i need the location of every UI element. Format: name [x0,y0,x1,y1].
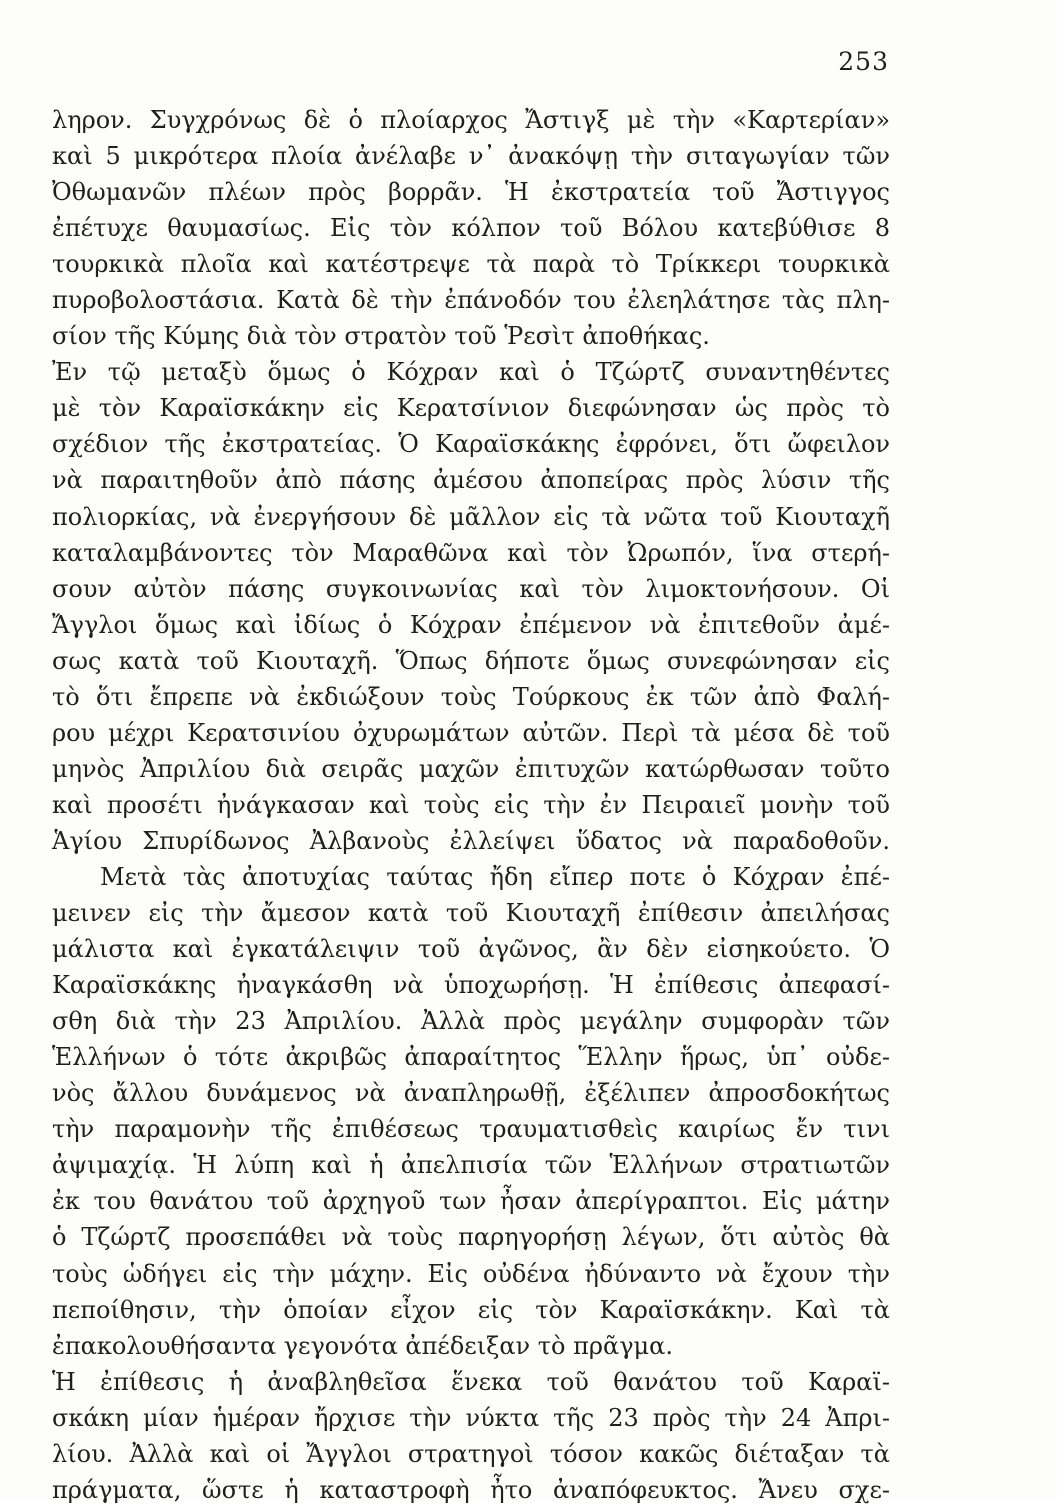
text-line: τὸ ὅτι ἔπρεπε νὰ ἐκδιώξουν τοὺς Τούρκους ἐκ τῶν ἀπὸ Φαλή- [52,682,890,711]
text-line: ληρον. Συγχρόνως δὲ ὁ πλοίαρχος Ἄστιγξ μὲ τὴν «Καρτερίαν» [52,106,890,134]
text-line: Ἑλλήνων ὁ τότε ἀκριβῶς ἀπαραίτητος Ἕλλην ἥρως, ὑπ᾽ οὐδε- [52,1043,890,1072]
text-line: ἐπακολουθήσαντα γεγονότα ἀπέδειξαν τὸ πρᾶγμα. [52,1331,673,1360]
text-line: ρου μέχρι Κερατσινίου ὀχυρωμάτων αὐτῶν. Περὶ τὰ μέσα δὲ τοῦ [52,718,890,747]
text-line: σθη διὰ τὴν 23 Ἀπριλίου. Ἀλλὰ πρὸς μεγάλην συμφορὰν τῶν [52,1007,890,1036]
text-line: νὰ παραιτηθοῦν ἀπὸ πάσης ἀμέσου ἀποπείρας πρὸς λύσιν τῆς [52,466,890,495]
text-line: λίου. Ἀλλὰ καὶ οἱ Ἄγγλοι στρατηγοὶ τόσον κακῶς διέταξαν τὰ [52,1439,890,1468]
text-line: Ἡ ἐπίθεσις ἡ ἀναβληθεῖσα ἕνεκα τοῦ θανάτου τοῦ Καραϊ- [52,1367,890,1396]
text-line: Καραϊσκάκης ἠναγκάσθη νὰ ὑποχωρήσῃ. Ἡ ἐπίθεσις ἀπεφασί- [52,971,890,1000]
text-line: μὲ τὸν Καραϊσκάκην εἰς Κερατσίνιον διεφώνησαν ὡς πρὸς τὸ [52,394,890,423]
text-line: Ἁγίου Σπυρίδωνος Ἀλβανοὺς ἐλλείψει ὕδατος νὰ παραδοθοῦν. [52,826,890,855]
text-line: πυροβολοστάσια. Κατὰ δὲ τὴν ἐπάνοδόν του ἐλεηλάτησε τὰς πλη- [52,286,890,315]
text-line: Μετὰ τὰς ἀποτυχίας ταύτας ἤδη εἴπερ ποτε ὁ Κόχραν ἐπέ- [100,862,890,891]
body-text [52,102,890,1508]
text-line: Ἄγγλοι ὅμως καὶ ἰδίως ὁ Κόχραν ἐπέμενον νὰ ἐπιτεθοῦν ἀμέ- [52,610,890,639]
text-line: Ὀθωμανῶν πλέων πρὸς βορρᾶν. Ἡ ἐκστρατεία τοῦ Ἄστιγγος [52,178,890,207]
text-line: σως κατὰ τοῦ Κιουταχῆ. Ὅπως δήποτε ὅμως συνεφώνησαν εἰς [52,646,890,675]
text-line: σκάκη μίαν ἡμέραν ἤρχισε τὴν νύκτα τῆς 23 πρὸς τὴν 24 Ἀπρι- [52,1403,890,1432]
text-line: τὴν παραμονὴν τῆς ἐπιθέσεως τραυματισθεὶς καιρίως ἔν τινι [52,1115,890,1144]
text-line: τοὺς ὡδήγει εἰς τὴν μάχην. Εἰς οὐδένα ἠδύναντο νὰ ἔχουν τὴν [52,1259,890,1288]
text-line: μεινεν εἰς τὴν ἄμεσον κατὰ τοῦ Κιουταχῆ ἐπίθεσιν ἀπειλήσας [52,899,890,928]
text-line: καταλαμβάνοντες τὸν Μαραθῶνα καὶ τὸν Ὠρωπόν, ἵνα στερή- [52,538,890,567]
text-line: σουν αὐτὸν πάσης συγκοινωνίας καὶ τὸν λιμοκτονήσουν. Οἱ [52,574,890,603]
page-number: 253 [838,47,889,76]
text-line: καὶ προσέτι ἠνάγκασαν καὶ τοὺς εἰς τὴν ἐν Πειραιεῖ μονὴν τοῦ [52,790,890,819]
text-line: μάλιστα καὶ ἐγκατάλειψιν τοῦ ἀγῶνος, ἂν δὲν εἰσηκούετο. Ὁ [52,935,890,964]
text-line: τουρκικὰ πλοῖα καὶ κατέστρεψε τὰ παρὰ τὸ Τρίκκερι τουρκικὰ [52,250,890,279]
text-line: πεποίθησιν, τὴν ὁποίαν εἶχον εἰς τὸν Καραϊσκάκην. Καὶ τὰ [52,1295,890,1324]
text-line: πράγματα, ὥστε ἡ καταστροφὴ ἦτο ἀναπόφευκτος. Ἄνευ σχε- [52,1475,890,1504]
text-line: πολιορκίας, νὰ ἐνεργήσουν δὲ μᾶλλον εἰς τὰ νῶτα τοῦ Κιουταχῆ [52,502,890,531]
text-line: σίον τῆς Κύμης διὰ τὸν στρατὸν τοῦ Ῥεσὶτ ἀποθήκας. [52,322,710,351]
text-line: καὶ 5 μικρότερα πλοία ἀνέλαβε ν᾽ ἀνακόψῃ τὴν σιταγωγίαν τῶν [52,142,890,171]
text-line: νὸς ἄλλου δυνάμενος νὰ ἀναπληρωθῇ, ἐξέλιπεν ἀπροσδοκήτως [52,1079,890,1108]
text-line: Ἐν τῷ μεταξὺ ὅμως ὁ Κόχραν καὶ ὁ Τζώρτζ συναντηθέντες [52,358,890,387]
text-line: ἀψιμαχίᾳ. Ἡ λύπη καὶ ἡ ἀπελπισία τῶν Ἑλλήνων στρατιωτῶν [52,1151,890,1180]
text-line: μηνὸς Ἀπριλίου διὰ σειρᾶς μαχῶν ἐπιτυχῶν κατώρθωσαν τοῦτο [52,754,890,783]
text-line: ὁ Τζώρτζ προσεπάθει νὰ τοὺς παρηγορήσῃ λέγων, ὅτι αὐτὸς θὰ [52,1223,890,1252]
text-line: ἐκ του θανάτου τοῦ ἀρχηγοῦ των ἦσαν ἀπερίγραπτοι. Εἰς μάτην [52,1187,890,1216]
text-line: ἐπέτυχε θαυμασίως. Εἰς τὸν κόλπον τοῦ Βόλου κατεβύθισε 8 [52,214,890,243]
text-line: σχέδιον τῆς ἐκστρατείας. Ὁ Καραϊσκάκης ἐφρόνει, ὅτι ὤφειλον [52,430,890,459]
